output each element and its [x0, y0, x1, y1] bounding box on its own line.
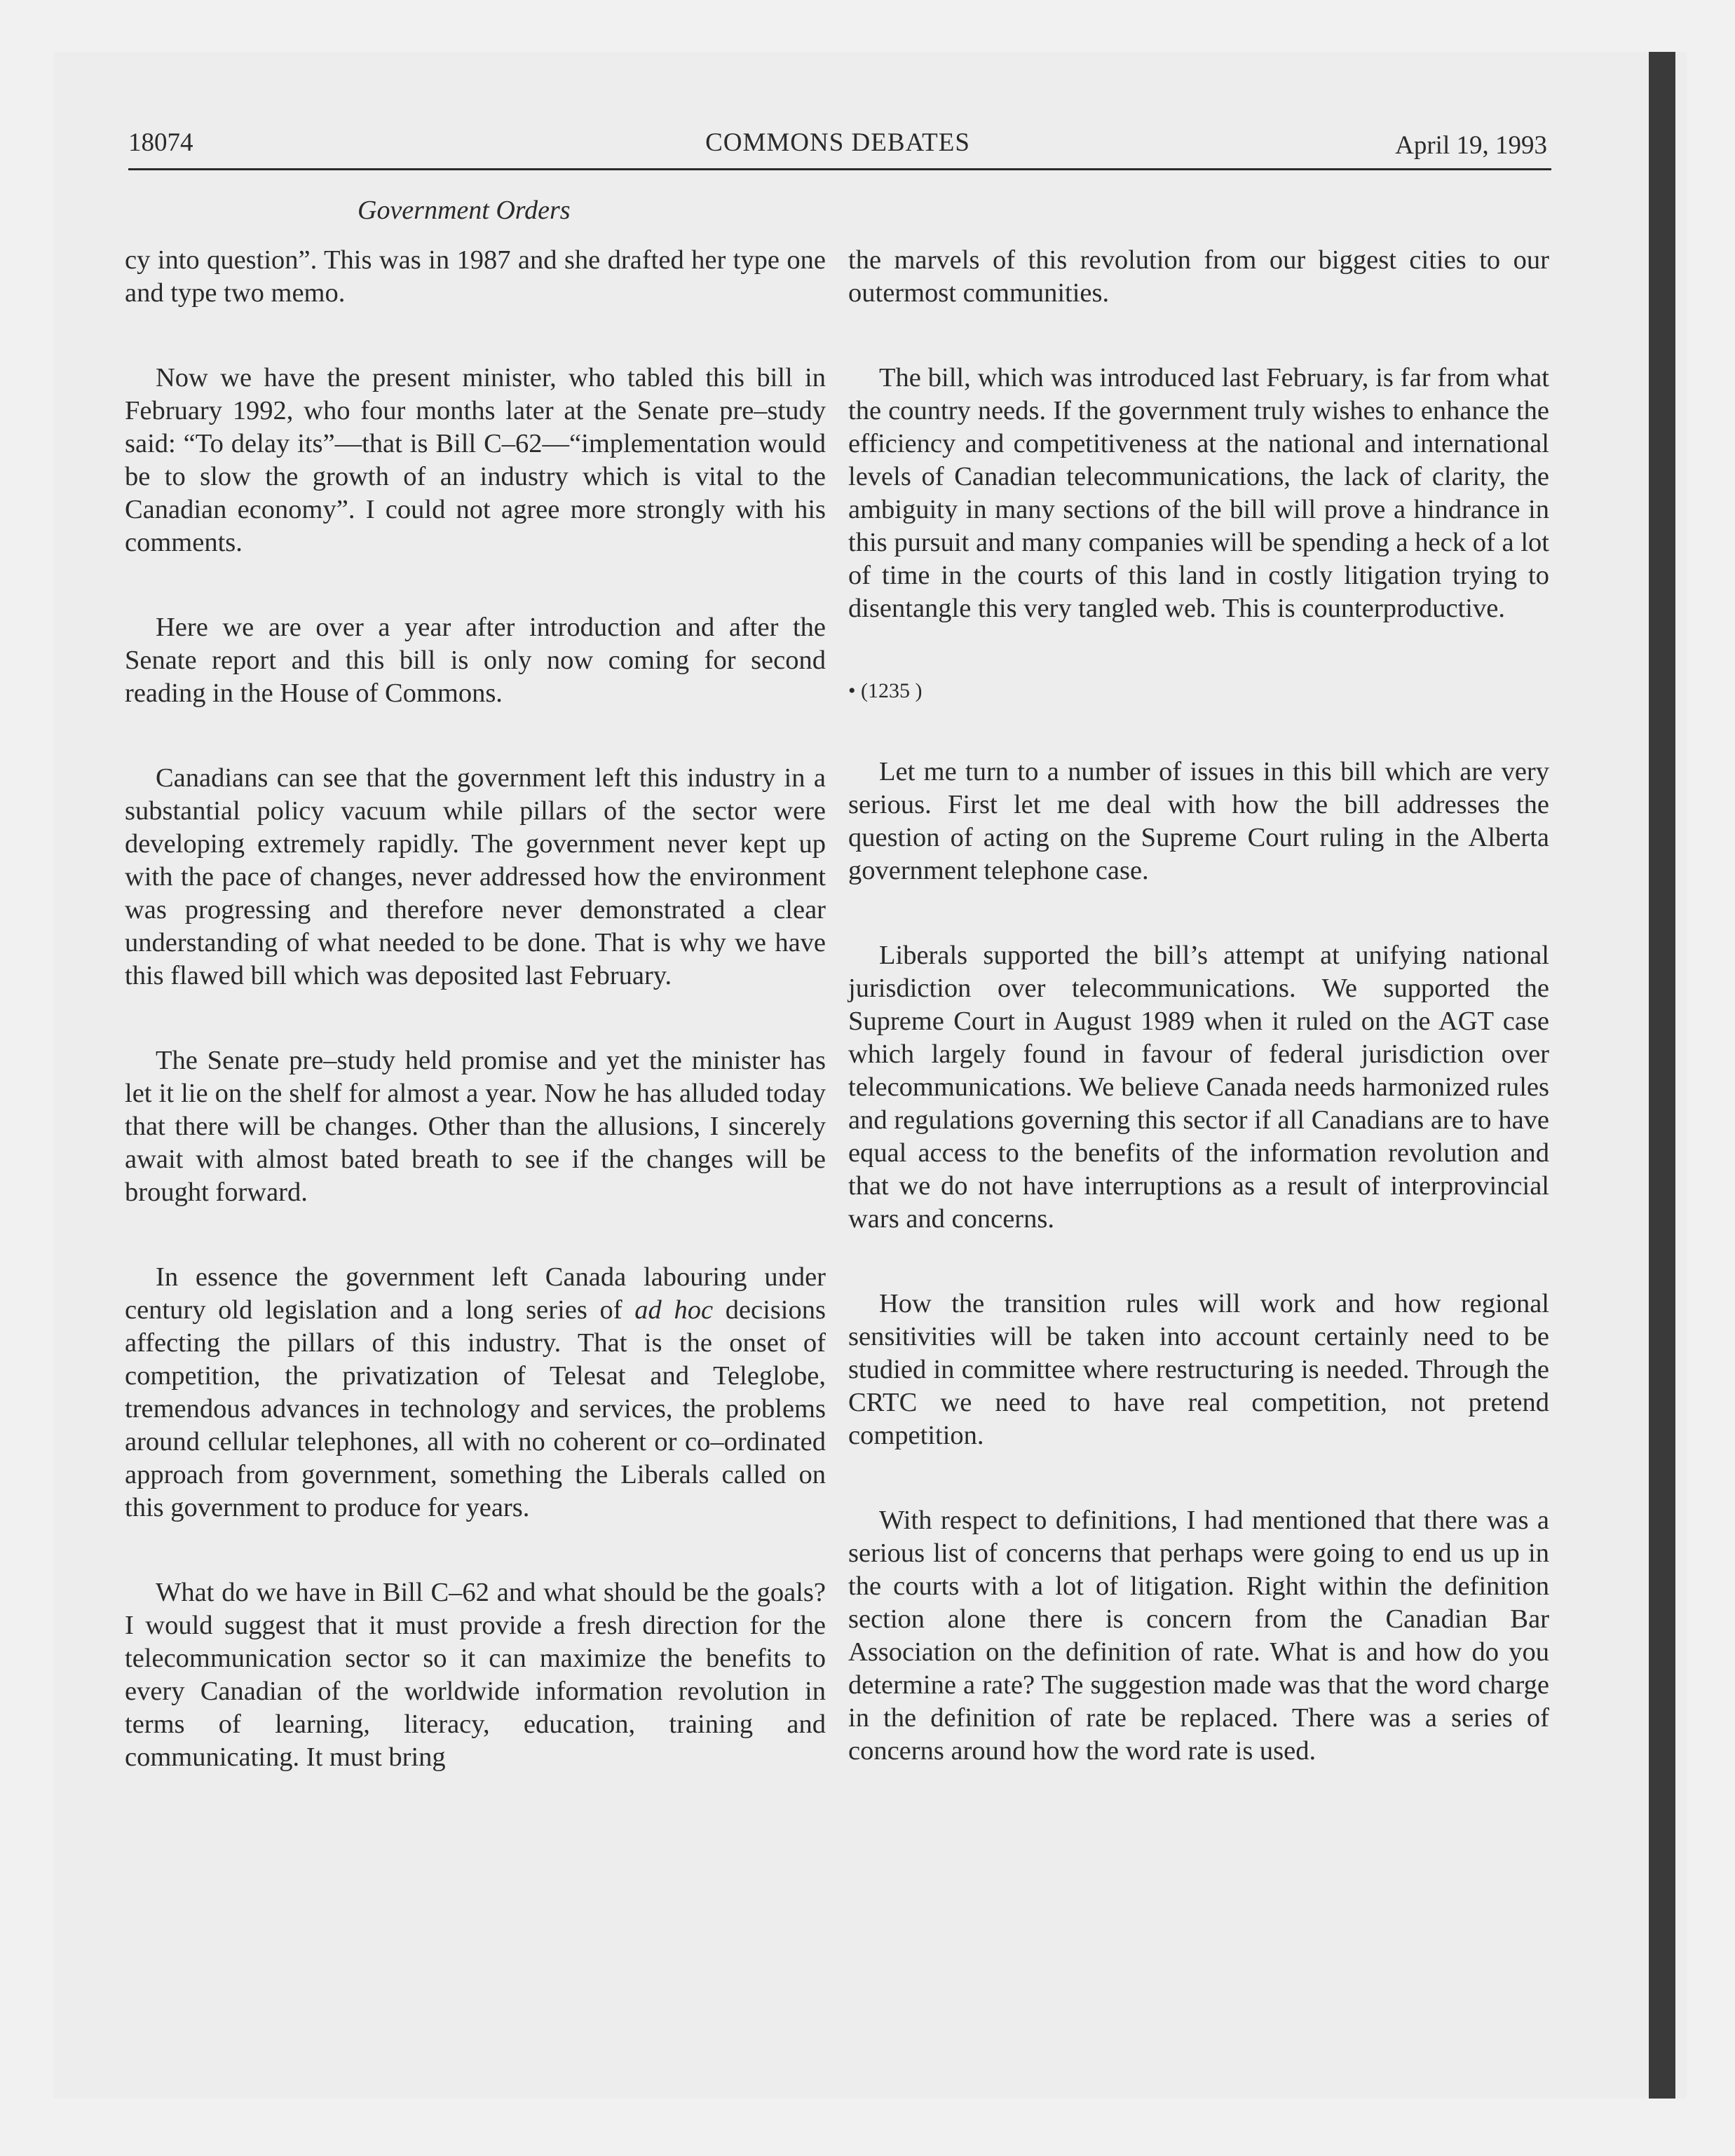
- paragraph: the marvels of this revolution from our biggest cities to our outermost communities.: [848, 245, 1549, 308]
- paragraph-text: In essence the government left Canada labouring under century old legislation and a long series of: [125, 1262, 826, 1325]
- paragraph: Liberals supported the bill’s attempt at unifying national jurisdiction over telecommunications. We supported the Supreme Court in August 1989 when it ruled on the AGT case which largely found in favour of federal jurisdiction over telecommunications. We believe Canada needs harmonized rules and regulations governing this sector if all Canadians are to have equal access to the benefits of the information revolution and that we do not have interruptions as a result of interprovincial wars and concerns.: [848, 941, 1549, 1234]
- paragraph: Canadians can see that the government left this industry in a substantial policy vacuum while pillars of the sector were developing extremely rapidly. The government never kept up with the pace of changes, never addressed how the environment was progressing and therefore never demonstrated a clear understanding of what needed to be done. That is why we have this flawed bill which was deposited last February.: [125, 763, 826, 990]
- header-rule: [128, 168, 1551, 170]
- left-column: [125, 244, 826, 1774]
- page-header: [128, 121, 1547, 171]
- paragraph: What do we have in Bill C–62 and what should be the goals? I would suggest that it must provide a fresh direction for the telecommunication sector so it can maximize the benefits to every Canadian of the worldwide information revolution in terms of learning, literacy, education, training and communicating. It must bring: [125, 1578, 826, 1772]
- italic-phrase: ad hoc: [634, 1295, 714, 1325]
- right-column: [848, 244, 1549, 1768]
- section-heading: Government Orders: [358, 196, 571, 225]
- issue-date: April 19, 1993: [1395, 131, 1547, 160]
- scan-edge-shadow: [1649, 52, 1675, 2099]
- paragraph-text: decisions affecting the pillars of this industry. That is the onset of competition, the privatization of Telesat and Teleglobe, tremendous advances in technology and services, the problems around cellular telephones, all with no coherent or co–ordinated approach from government, something the Liberals called on this government to produce for years.: [125, 1295, 826, 1522]
- journal-title: COMMONS DEBATES: [705, 128, 970, 157]
- paragraph: Now we have the present minister, who tabled this bill in February 1992, who four months later at the Senate pre–study said: “To delay its”—that is Bill C–62—“implementation would be to slow the growth of an industry which is vital to the Canadian economy”. I could not agree more strongly with his comments.: [125, 363, 826, 557]
- paragraph: With respect to definitions, I had mentioned that there was a serious list of concerns that perhaps were going to end us up in the courts with a lot of litigation. Right within the definition section alone there is concern from the Canadian Bar Association on the definition of rate. What is and how do you determine a rate? The suggestion made was that the word charge in the definition of rate be replaced. There was a series of concerns around how the word rate is used.: [848, 1506, 1549, 1766]
- paragraph: How the transition rules will work and how regional sensitivities will be taken into account certainly need to be studied in committee where restructuring is needed. Through the CRTC we need to have real competition, not pretend competition.: [848, 1289, 1549, 1450]
- paragraph: The bill, which was introduced last February, is far from what the country needs. If the government truly wishes to enhance the efficiency and competitiveness at the national and international levels of Canadian telecommunications, the lack of clarity, the ambiguity in many sections of the bill will prove a hindrance in this pursuit and many companies will be spending a heck of a lot of time in the courts of this land in costly litigation trying to disentangle this very tangled web. This is counterproductive.: [848, 363, 1549, 623]
- paragraph: The Senate pre–study held promise and yet the minister has let it lie on the shelf for almost a year. Now he has alluded today that there will be changes. Other than the allusions, I sincerely await with almost bated breath to see if the changes will be brought forward.: [125, 1046, 826, 1207]
- paragraph: Let me turn to a number of issues in this bill which are very serious. First let me deal with how the bill addresses the question of acting on the Supreme Court ruling in the Alberta government telephone case.: [848, 757, 1549, 885]
- time-marker: • (1235 ): [848, 679, 923, 702]
- paragraph: [125, 1261, 826, 1524]
- paragraph: Here we are over a year after introduction and after the Senate report and this bill is only now coming for second reading in the House of Commons.: [125, 613, 826, 708]
- paragraph: cy into question”. This was in 1987 and she drafted her type one and type two memo.: [125, 245, 826, 308]
- page-number: 18074: [128, 128, 193, 157]
